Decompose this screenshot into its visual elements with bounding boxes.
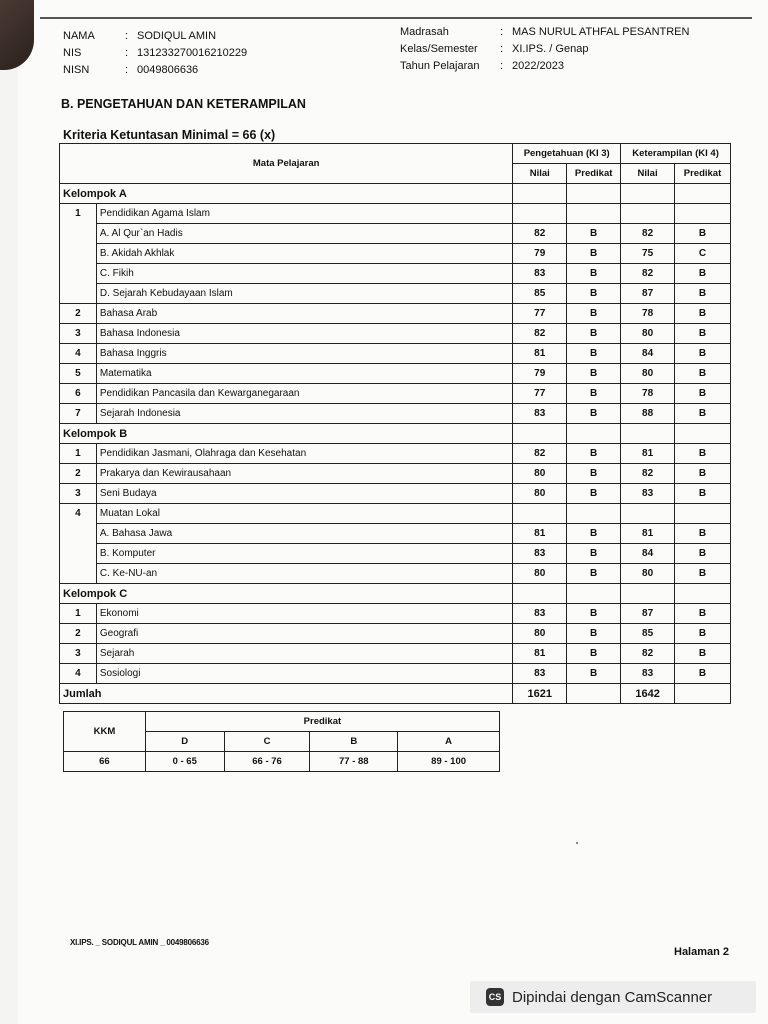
nama-value: SODIQUL AMIN [137,29,217,42]
empty-cell [675,184,731,204]
subject-name: Pendidikan Jasmani, Olahraga dan Kesehatan [96,444,512,464]
header-predikat-ki4: Predikat [675,164,731,184]
predikat-legend [63,711,500,772]
predikat-pengetahuan: B [567,484,621,504]
nilai-pengetahuan: 77 [513,384,567,404]
subject-name: Bahasa Inggris [96,344,512,364]
nis-label: NIS [63,46,82,59]
empty-cell [675,684,731,704]
legend-range: 89 - 100 [398,752,500,772]
row-number: 1 [60,444,97,464]
school-info [400,23,689,74]
nilai-pengetahuan: 83 [513,664,567,684]
predikat-keterampilan: B [675,364,731,384]
empty-cell [567,584,621,604]
table-row [60,644,731,664]
table-row [60,344,731,364]
nilai-pengetahuan: 81 [513,524,567,544]
predikat-keterampilan: C [675,244,731,264]
header-pengetahuan: Pengetahuan (KI 3) [513,144,621,164]
subject-name: A. Bahasa Jawa [96,524,512,544]
nilai-pengetahuan: 80 [513,624,567,644]
nilai-pengetahuan [513,504,567,524]
legend-range: 0 - 65 [145,752,224,772]
footer-document-id: XI.IPS. _ SODIQUL AMIN _ 0049806636 [70,938,209,947]
table-row [60,204,731,224]
predikat-pengetahuan: B [567,464,621,484]
predikat-keterampilan: B [675,564,731,584]
subject-name: Muatan Lokal [96,504,512,524]
nilai-keterampilan [621,204,675,224]
nisn-label: NISN [63,63,90,76]
table-row [60,624,731,644]
row-number [60,564,97,584]
subject-name: Pendidikan Agama Islam [96,204,512,224]
camscanner-logo-icon: CS [486,988,504,1006]
table-row [60,464,731,484]
empty-cell [621,424,675,444]
colon: : [500,59,504,72]
nilai-keterampilan: 82 [621,464,675,484]
predikat-keterampilan: B [675,524,731,544]
grades-body [60,184,731,704]
predikat-pengetahuan: B [567,264,621,284]
predikat-pengetahuan: B [567,604,621,624]
nilai-pengetahuan: 82 [513,324,567,344]
row-number: 2 [60,624,97,644]
group-label: Kelompok B [60,424,513,444]
subject-name: Bahasa Indonesia [96,324,512,344]
table-row [60,224,731,244]
header-predikat-ki3: Predikat [567,164,621,184]
jumlah-pengetahuan: 1621 [513,684,567,704]
predikat-keterampilan [675,204,731,224]
row-number: 1 [60,204,97,224]
subject-name: A. Al Qur`an Hadis [96,224,512,244]
header-nilai-ki3: Nilai [513,164,567,184]
predikat-pengetahuan: B [567,324,621,344]
nilai-keterampilan: 88 [621,404,675,424]
legend-kkm-value: 66 [64,752,146,772]
subject-name: Geografi [96,624,512,644]
row-number: 4 [60,344,97,364]
nilai-keterampilan: 80 [621,564,675,584]
nilai-pengetahuan: 83 [513,264,567,284]
predikat-pengetahuan: B [567,524,621,544]
legend-range: 77 - 88 [310,752,398,772]
nilai-keterampilan: 81 [621,524,675,544]
legend-grade: D [145,732,224,752]
legend-grade: C [224,732,310,752]
header-mapel: Mata Pelajaran [60,144,513,184]
colon: : [500,25,504,38]
subject-name: Sosiologi [96,664,512,684]
table-row [60,444,731,464]
student-info [63,27,247,78]
group-label: Kelompok A [60,184,513,204]
nilai-keterampilan: 87 [621,604,675,624]
subject-name: Prakarya dan Kewirausahaan [96,464,512,484]
nilai-keterampilan: 80 [621,324,675,344]
nilai-keterampilan: 78 [621,384,675,404]
predikat-keterampilan: B [675,284,731,304]
madrasah-value: MAS NURUL ATHFAL PESANTREN [512,25,690,38]
row-number [60,284,97,304]
row-number: 3 [60,484,97,504]
subject-name: C. Fikih [96,264,512,284]
row-number: 3 [60,644,97,664]
predikat-pengetahuan: B [567,244,621,264]
predikat-pengetahuan: B [567,224,621,244]
nilai-keterampilan: 78 [621,304,675,324]
predikat-keterampilan: B [675,544,731,564]
table-row [60,304,731,324]
nilai-keterampilan [621,504,675,524]
empty-cell [567,424,621,444]
predikat-keterampilan: B [675,644,731,664]
nilai-pengetahuan: 80 [513,464,567,484]
empty-cell [567,184,621,204]
jumlah-label: Jumlah [60,684,513,704]
tahun-value: 2022/2023 [512,59,564,72]
subject-name: Ekonomi [96,604,512,624]
predikat-pengetahuan: B [567,344,621,364]
table-row [60,664,731,684]
row-number: 7 [60,404,97,424]
tahun-label: Tahun Pelajaran [400,59,480,72]
nis-value: 131233270016210229 [137,46,248,59]
group-label: Kelompok C [60,584,513,604]
row-number: 2 [60,464,97,484]
table-row [60,384,731,404]
subject-name: Seni Budaya [96,484,512,504]
legend-predikat-label: Predikat [145,712,499,732]
grades-table [59,143,731,704]
camscanner-text: Dipindai dengan CamScanner [512,988,713,1006]
nilai-pengetahuan: 80 [513,564,567,584]
row-number: 6 [60,384,97,404]
empty-cell [675,424,731,444]
nilai-keterampilan: 85 [621,624,675,644]
row-number: 4 [60,504,97,524]
jumlah-row [60,684,731,704]
subject-name: Pendidikan Pancasila dan Kewarganegaraan [96,384,512,404]
nilai-pengetahuan: 82 [513,224,567,244]
empty-cell [621,184,675,204]
nama-label: NAMA [63,29,95,42]
header-nilai-ki4: Nilai [621,164,675,184]
predikat-keterampilan: B [675,624,731,644]
predikat-pengetahuan: B [567,564,621,584]
nilai-pengetahuan: 77 [513,304,567,324]
colon: : [125,29,129,42]
predikat-pengetahuan: B [567,624,621,644]
table-row [60,524,731,544]
nilai-pengetahuan: 83 [513,544,567,564]
nilai-keterampilan: 84 [621,544,675,564]
predikat-keterampilan: B [675,444,731,464]
nilai-keterampilan: 82 [621,224,675,244]
predikat-keterampilan: B [675,304,731,324]
colon: : [500,42,504,55]
table-row [60,564,731,584]
predikat-keterampilan: B [675,344,731,364]
nilai-pengetahuan: 85 [513,284,567,304]
subject-name: Bahasa Arab [96,304,512,324]
kelas-value: XI.IPS. / Genap [512,42,589,55]
row-number: 2 [60,304,97,324]
nilai-pengetahuan: 82 [513,444,567,464]
predikat-pengetahuan: B [567,404,621,424]
table-row [60,284,731,304]
footer-page-number: Halaman 2 [674,946,730,958]
legend-grade: B [310,732,398,752]
predikat-pengetahuan: B [567,444,621,464]
nilai-pengetahuan: 83 [513,604,567,624]
subject-name: Sejarah [96,644,512,664]
nilai-pengetahuan: 83 [513,404,567,424]
row-number [60,224,97,244]
madrasah-label: Madrasah [400,25,449,38]
predikat-keterampilan: B [675,664,731,684]
legend-grade: A [398,732,500,752]
kkm-title: Kriteria Ketuntasan Minimal = 66 (x) [63,128,276,142]
nilai-pengetahuan: 81 [513,344,567,364]
header-divider [40,17,752,19]
nilai-pengetahuan: 81 [513,644,567,664]
group-row [60,184,731,204]
predikat-pengetahuan [567,504,621,524]
predikat-keterampilan: B [675,264,731,284]
nilai-keterampilan: 80 [621,364,675,384]
subject-name: B. Akidah Akhlak [96,244,512,264]
table-row [60,264,731,284]
kelas-label: Kelas/Semester [400,42,478,55]
empty-cell [675,584,731,604]
scan-speck [576,842,578,844]
predikat-keterampilan: B [675,404,731,424]
section-title: B. PENGETAHUAN DAN KETERAMPILAN [61,97,306,111]
empty-cell [513,424,567,444]
nilai-keterampilan: 82 [621,644,675,664]
row-number: 5 [60,364,97,384]
predikat-keterampilan: B [675,324,731,344]
nilai-keterampilan: 83 [621,484,675,504]
table-row [60,244,731,264]
colon: : [125,46,129,59]
colon: : [125,63,129,76]
subject-name: B. Komputer [96,544,512,564]
nisn-value: 0049806636 [137,63,199,76]
legend-kkm-label: KKM [64,712,146,752]
row-number [60,524,97,544]
empty-cell [513,184,567,204]
group-row [60,424,731,444]
subject-name: Sejarah Indonesia [96,404,512,424]
legend-range: 66 - 76 [224,752,310,772]
row-number [60,544,97,564]
predikat-keterampilan: B [675,604,731,624]
nilai-pengetahuan: 79 [513,364,567,384]
predikat-pengetahuan: B [567,364,621,384]
nilai-keterampilan: 83 [621,664,675,684]
table-row [60,544,731,564]
nilai-pengetahuan: 80 [513,484,567,504]
row-number: 4 [60,664,97,684]
header-keterampilan: Keterampilan (KI 4) [621,144,731,164]
subject-name: Matematika [96,364,512,384]
camscanner-watermark [470,981,756,1013]
table-row [60,504,731,524]
nilai-pengetahuan: 79 [513,244,567,264]
subject-name: C. Ke-NU-an [96,564,512,584]
nilai-keterampilan: 87 [621,284,675,304]
empty-cell [567,684,621,704]
predikat-pengetahuan: B [567,544,621,564]
nilai-keterampilan: 84 [621,344,675,364]
nilai-keterampilan: 81 [621,444,675,464]
predikat-keterampilan: B [675,384,731,404]
predikat-pengetahuan: B [567,284,621,304]
table-row [60,484,731,504]
nilai-keterampilan: 82 [621,264,675,284]
table-row [60,324,731,344]
nilai-pengetahuan [513,204,567,224]
table-row [60,404,731,424]
predikat-pengetahuan: B [567,644,621,664]
predikat-keterampilan: B [675,484,731,504]
table-row [60,604,731,624]
jumlah-keterampilan: 1642 [621,684,675,704]
predikat-keterampilan: B [675,464,731,484]
empty-cell [621,584,675,604]
row-number: 1 [60,604,97,624]
predikat-pengetahuan: B [567,664,621,684]
row-number: 3 [60,324,97,344]
nilai-keterampilan: 75 [621,244,675,264]
predikat-pengetahuan: B [567,384,621,404]
predikat-keterampilan: B [675,224,731,244]
empty-cell [513,584,567,604]
predikat-pengetahuan [567,204,621,224]
predikat-keterampilan [675,504,731,524]
subject-name: D. Sejarah Kebudayaan Islam [96,284,512,304]
group-row [60,584,731,604]
table-row [60,364,731,384]
row-number [60,244,97,264]
row-number [60,264,97,284]
predikat-pengetahuan: B [567,304,621,324]
